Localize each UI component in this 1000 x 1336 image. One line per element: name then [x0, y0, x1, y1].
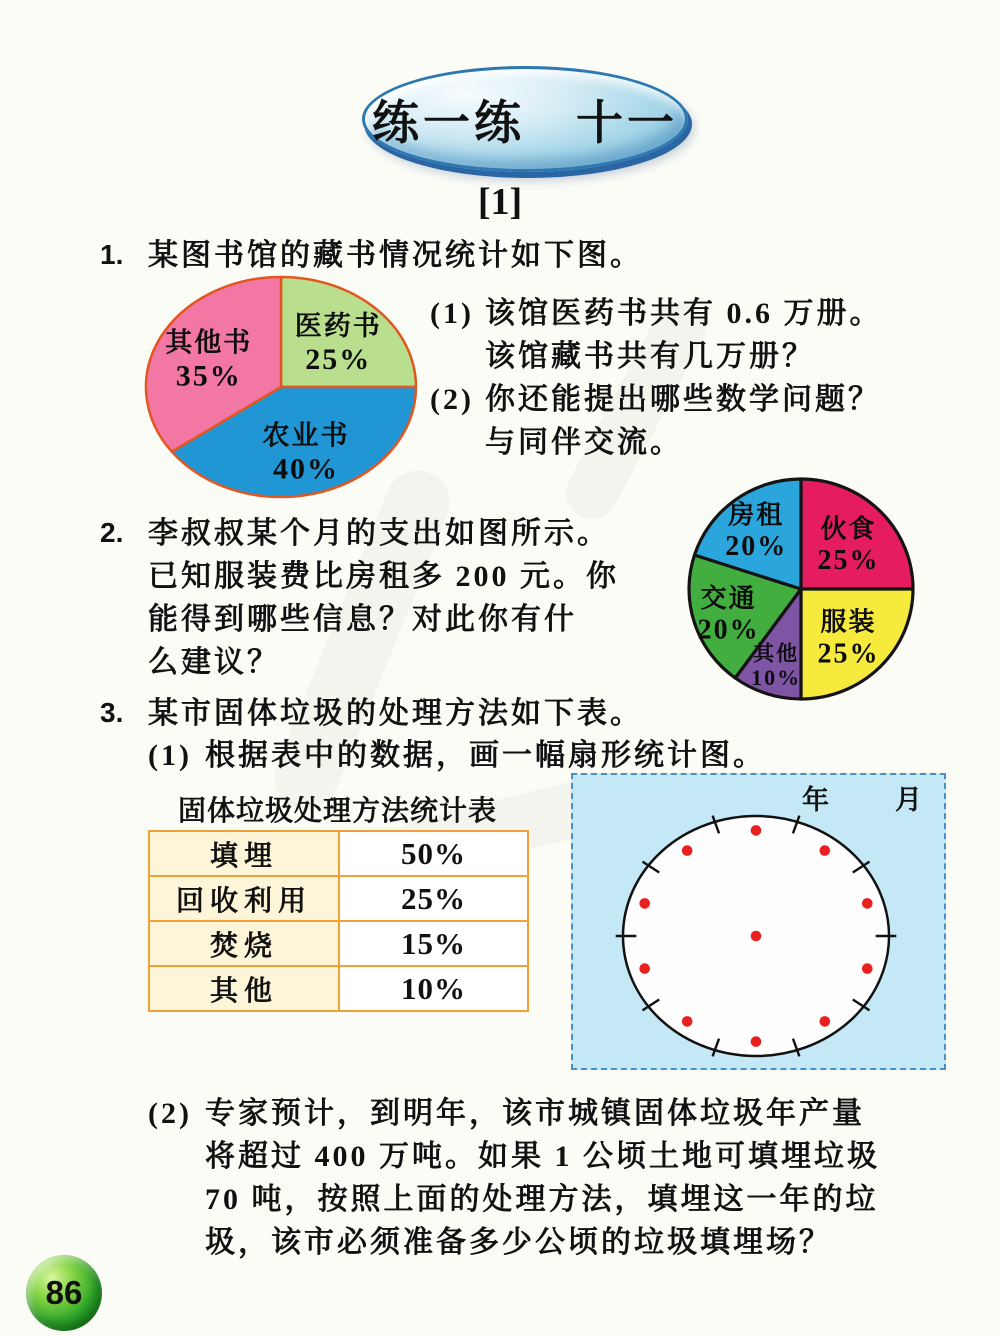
percent-dot — [682, 1016, 693, 1027]
page-number: 86 — [45, 1274, 83, 1311]
waste-table-title: 固体垃圾处理方法统计表 — [177, 795, 497, 826]
problem-1-questions — [430, 292, 883, 464]
section-marker: [1] — [477, 181, 523, 223]
pie-slice-value: 20% — [697, 614, 760, 646]
pie-slice-label: 其他书 — [165, 327, 253, 358]
title-text: 练一练 十一 — [372, 97, 678, 150]
question-text: 该馆医药书共有 0.6 万册。 — [485, 297, 883, 330]
pie-chart-library — [142, 274, 420, 500]
table-row — [149, 921, 528, 966]
text-line: 将超过 400 万吨。如果 1 公顷土地可填埋垃圾 — [205, 1140, 880, 1173]
question-line: 与同伴交流。 — [485, 426, 683, 459]
pie-slice-value: 10% — [751, 665, 802, 691]
percent-dot — [751, 1036, 762, 1047]
year-label: 年 — [802, 785, 829, 815]
question-text: 你还能提出哪些数学问题？ — [485, 383, 881, 416]
pie-slice-value: 25% — [817, 544, 880, 576]
table-row — [149, 876, 528, 921]
problem-3-part1 — [148, 734, 766, 777]
problem-1-text: 某图书馆的藏书情况统计如下图。 — [148, 239, 643, 272]
table-row — [149, 966, 528, 1011]
chart-svg — [686, 476, 916, 702]
percent-dot — [820, 845, 831, 856]
pie-slice-label: 医药书 — [294, 310, 382, 341]
question-number: (1) — [430, 297, 474, 330]
chart-svg — [573, 775, 948, 1072]
percent-dot — [862, 898, 873, 909]
text-line: 专家预计，到明年，该市城镇固体垃圾年产量 — [205, 1097, 865, 1130]
part-number: (1) — [148, 739, 192, 772]
table-row — [149, 831, 528, 876]
percent-dot — [751, 825, 762, 836]
title-badge — [362, 66, 688, 172]
question-number: (2) — [430, 383, 474, 416]
text-line: 圾，该市必须准备多少公顷的垃圾填埋场？ — [205, 1226, 832, 1259]
pie-template-box — [571, 773, 946, 1070]
table-row-value: 10% — [339, 966, 528, 1011]
question-line — [430, 378, 883, 421]
text-line: 70 吨，按照上面的处理方法，填埋这一年的垃 — [205, 1183, 879, 1216]
problem-2-text — [148, 512, 619, 684]
table-row-value: 50% — [339, 831, 528, 876]
table-row-label: 焚烧 — [149, 921, 339, 966]
percent-circle-template — [573, 775, 948, 1072]
pie-slice-value: 35% — [175, 359, 242, 393]
pie-slice-label: 服装 — [820, 607, 877, 637]
pie-slice-label: 伙食 — [820, 514, 877, 544]
problem-3-number: 3. — [100, 697, 124, 728]
problem-1-number: 1. — [100, 239, 124, 270]
text-line: 能得到哪些信息？对此你有什 — [148, 603, 577, 636]
text-line: 李叔叔某个月的支出如图所示。 — [148, 517, 610, 550]
pie-slice-label: 农业书 — [262, 420, 350, 451]
pie-slice-value: 25% — [305, 342, 372, 376]
month-label: 月 — [895, 785, 922, 815]
percent-dot — [639, 898, 650, 909]
pie-slice-label: 交通 — [700, 584, 757, 614]
percent-dot — [820, 1016, 831, 1027]
table-row-label: 其他 — [149, 966, 339, 1011]
page-number-badge — [26, 1255, 102, 1331]
pie-slice-value: 25% — [817, 638, 880, 670]
text-line: 么建议？ — [148, 646, 280, 679]
table-row-label: 填埋 — [149, 831, 339, 876]
center-dot — [751, 931, 762, 942]
problem-3-part2 — [205, 1092, 880, 1264]
text-line: 已知服装费比房租多 200 元。你 — [148, 560, 619, 593]
pie-slice-value: 40% — [273, 452, 339, 486]
problem-2-number: 2. — [100, 517, 124, 548]
waste-table — [148, 830, 529, 1012]
problem-3-text: 某市固体垃圾的处理方法如下表。 — [148, 697, 643, 730]
part-text: 根据表中的数据，画一幅扇形统计图。 — [205, 739, 766, 772]
question-line: 该馆藏书共有几万册？ — [485, 340, 815, 373]
percent-dot — [862, 963, 873, 974]
part-number: (2) — [148, 1097, 192, 1130]
pie-slice-value: 20% — [725, 531, 788, 563]
percent-dot — [639, 963, 650, 974]
date-labels — [802, 778, 922, 817]
table-row-value: 25% — [339, 876, 528, 921]
pie-slice-label: 房租 — [728, 500, 785, 530]
pie-slice-label: 其他 — [753, 641, 800, 666]
table-row-value: 15% — [339, 921, 528, 966]
question-line — [430, 292, 883, 335]
table-row-label: 回收利用 — [149, 876, 339, 921]
pie-chart-expenses — [686, 476, 916, 702]
percent-dot — [682, 845, 693, 856]
chart-svg — [142, 274, 420, 500]
